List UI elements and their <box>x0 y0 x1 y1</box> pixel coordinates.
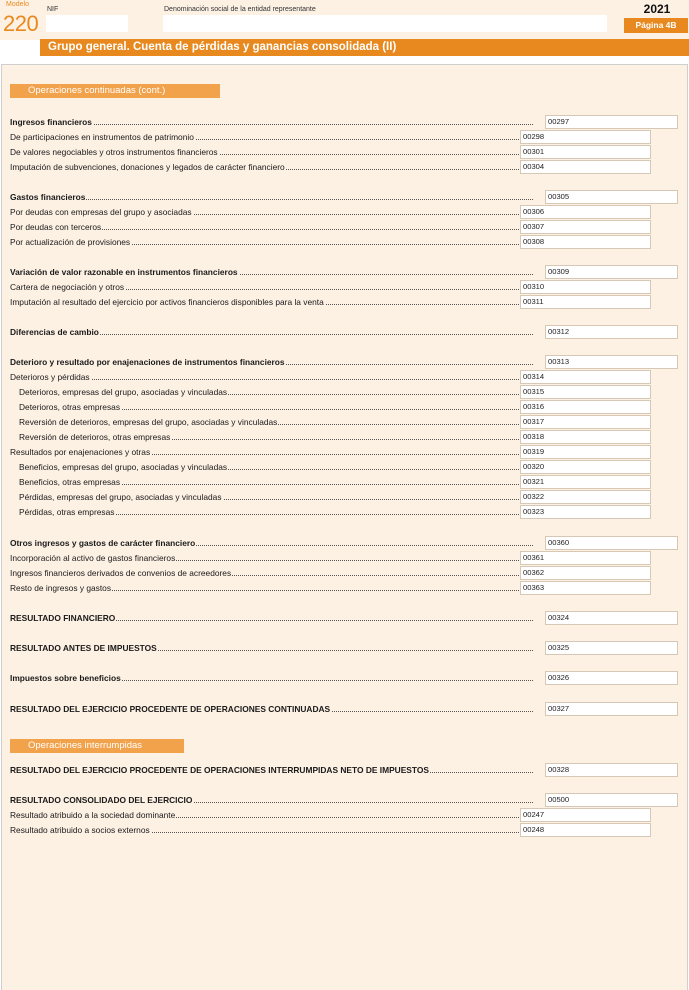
denominacion-input[interactable] <box>163 15 607 32</box>
row-label: Beneficios, otras empresas <box>19 477 121 487</box>
modelo-label: Modelo <box>6 1 29 8</box>
row-code: 00500 <box>548 795 570 804</box>
row-code: 00301 <box>523 147 545 156</box>
row-code: 00317 <box>523 417 545 426</box>
row-00304 <box>10 161 521 173</box>
row-code: 00314 <box>523 372 545 381</box>
row-label: Reversión de deterioros, otras empresas <box>19 432 171 442</box>
row-00312 <box>10 326 533 338</box>
row-code: 00323 <box>523 507 545 516</box>
row-label: Pérdidas, otras empresas <box>19 507 115 517</box>
row-code: 00325 <box>548 643 570 652</box>
row-code: 00311 <box>523 297 544 306</box>
row-label: Incorporación al activo de gastos financieros <box>10 553 176 563</box>
row-00321 <box>19 476 521 488</box>
row-label: Deterioros, otras empresas <box>19 402 121 412</box>
row-00363 <box>10 582 521 594</box>
year: 2021 <box>643 2 671 16</box>
row-label: Variación de valor razonable en instrumentos financieros <box>10 267 238 277</box>
row-code: 00315 <box>523 387 545 396</box>
row-00308 <box>10 236 521 248</box>
row-label: Deterioro y resultado por enajenaciones de instrumentos financieros <box>10 357 285 367</box>
row-00301 <box>10 146 521 158</box>
row-code: 00304 <box>523 162 545 171</box>
row-00328 <box>10 764 533 776</box>
row-label: Beneficios, empresas del grupo, asociadas y vinculadas <box>19 462 228 472</box>
row-label: De valores negociables y otros instrumentos financieros <box>10 147 218 157</box>
row-code: 00319 <box>523 447 545 456</box>
row-code: 00361 <box>523 553 545 562</box>
row-00305 <box>10 191 533 203</box>
section-label-continuadas: Operaciones continuadas (cont.) <box>10 84 220 98</box>
row-00320 <box>19 461 521 473</box>
row-code: 00312 <box>548 327 570 336</box>
row-00322 <box>19 491 521 503</box>
row-label: RESULTADO FINANCIERO <box>10 613 116 623</box>
row-code: 00310 <box>523 282 545 291</box>
row-code: 00326 <box>548 673 570 682</box>
row-code: 00363 <box>523 583 545 592</box>
row-code: 00309 <box>548 267 570 276</box>
page-badge: Página 4B <box>624 18 688 33</box>
row-label: Deterioros, empresas del grupo, asociadas y vinculadas <box>19 387 228 397</box>
row-code: 00305 <box>548 192 570 201</box>
row-label: Por deudas con terceros <box>10 222 102 232</box>
row-00327 <box>10 703 533 715</box>
row-label: Impuestos sobre beneficios <box>10 673 121 683</box>
row-00315 <box>19 386 521 398</box>
row-code: 00362 <box>523 568 545 577</box>
form-header <box>0 0 689 40</box>
row-00309 <box>10 266 533 278</box>
nif-label: NIF <box>47 6 59 13</box>
row-code: 00328 <box>548 765 570 774</box>
row-label: Gastos financieros <box>10 192 86 202</box>
row-code: 00306 <box>523 207 545 216</box>
row-label: Resultados por enajenaciones y otras <box>10 447 151 457</box>
row-label: Ingresos financieros derivados de convenios de acreedores <box>10 568 232 578</box>
row-code: 00298 <box>523 132 545 141</box>
row-label: Deterioros y pérdidas <box>10 372 90 382</box>
row-00247 <box>10 809 521 821</box>
row-code: 00321 <box>523 477 545 486</box>
row-code: 00308 <box>523 237 545 246</box>
row-00316 <box>19 401 521 413</box>
row-00306 <box>10 206 521 218</box>
row-code: 00248 <box>523 825 545 834</box>
row-00298 <box>10 131 521 143</box>
row-00362 <box>10 567 521 579</box>
row-label: RESULTADO DEL EJERCICIO PROCEDENTE DE OPERACIONES INTERRUMPIDAS NETO DE IMPUESTOS <box>10 765 429 775</box>
row-label: RESULTADO ANTES DE IMPUESTOS <box>10 643 157 653</box>
row-label: Cartera de negociación y otros <box>10 282 125 292</box>
row-label: Ingresos financieros <box>10 117 92 127</box>
row-code: 00247 <box>523 810 545 819</box>
modelo-number: 220 <box>3 11 39 36</box>
row-code: 00307 <box>523 222 545 231</box>
row-label: Imputación de subvenciones, donaciones y legados de carácter financiero <box>10 162 285 172</box>
row-00325 <box>10 642 533 654</box>
row-label: Pérdidas, empresas del grupo, asociadas y vinculadas <box>19 492 222 502</box>
row-code: 00320 <box>523 462 545 471</box>
row-00500 <box>10 794 533 806</box>
row-label: De participaciones en instrumentos de patrimonio <box>10 132 194 142</box>
row-00297 <box>10 116 533 128</box>
row-00361 <box>10 552 521 564</box>
page-title: Grupo general. Cuenta de pérdidas y ganancias consolidada (II) <box>40 39 689 56</box>
section-label-interrumpidas: Operaciones interrumpidas <box>10 739 184 753</box>
row-00313 <box>10 356 533 368</box>
row-00307 <box>10 221 521 233</box>
row-code: 00316 <box>523 402 545 411</box>
row-00323 <box>19 506 521 518</box>
row-code: 00360 <box>548 538 570 547</box>
nif-input[interactable] <box>46 15 128 32</box>
row-00324 <box>10 612 533 624</box>
row-code: 00327 <box>548 704 570 713</box>
row-label: RESULTADO CONSOLIDADO DEL EJERCICIO <box>10 795 193 805</box>
row-label: Resultado atribuido a la sociedad dominante <box>10 810 176 820</box>
row-label: Otros ingresos y gastos de carácter financiero <box>10 538 196 548</box>
denominacion-label: Denominación social de la entidad representante <box>164 6 316 13</box>
row-00319 <box>10 446 521 458</box>
row-00314 <box>10 371 521 383</box>
row-00248 <box>10 824 521 836</box>
row-label: Resto de ingresos y gastos <box>10 583 112 593</box>
row-label: Resultado atribuido a socios externos <box>10 825 150 835</box>
row-label: Por deudas con empresas del grupo y asociadas <box>10 207 192 217</box>
row-code: 00297 <box>548 117 570 126</box>
row-00318 <box>19 431 521 443</box>
row-label: Por actualización de provisiones <box>10 237 131 247</box>
row-label: Imputación al resultado del ejercicio por activos financieros disponibles para la venta <box>10 297 324 307</box>
row-label: RESULTADO DEL EJERCICIO PROCEDENTE DE OPERACIONES CONTINUADAS <box>10 704 331 714</box>
row-label: Reversión de deterioros, empresas del grupo, asociadas y vinculadas <box>19 417 278 427</box>
row-00360 <box>10 537 533 549</box>
row-code: 00313 <box>548 357 570 366</box>
row-code: 00324 <box>548 613 570 622</box>
row-code: 00318 <box>523 432 545 441</box>
row-00310 <box>10 281 521 293</box>
row-label: Diferencias de cambio <box>10 327 99 337</box>
row-code: 00322 <box>523 492 545 501</box>
row-00311 <box>10 296 521 308</box>
row-00317 <box>19 416 521 428</box>
row-00326 <box>10 672 533 684</box>
